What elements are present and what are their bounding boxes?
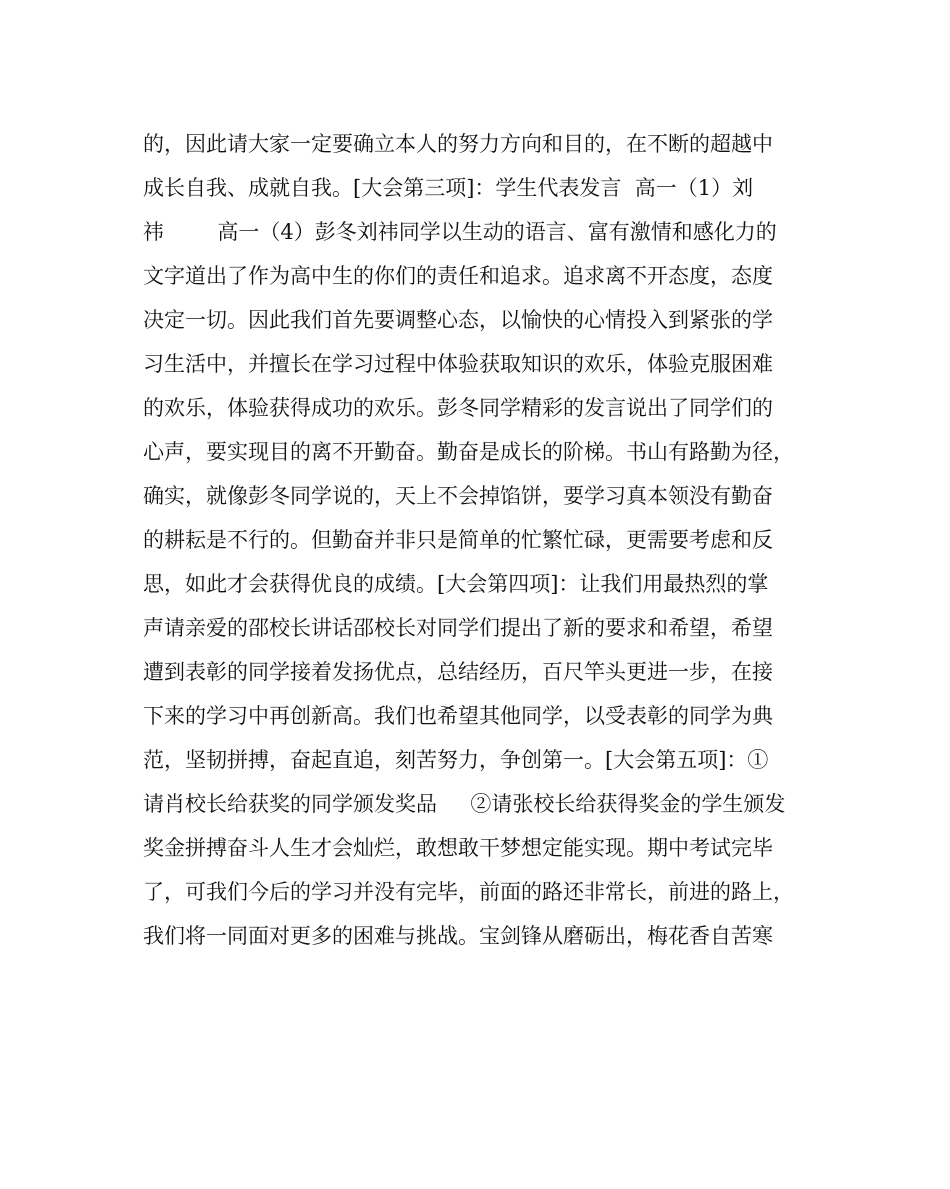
text-line: 成长自我、成就自我。[大会第三项]：学生代表发言 高一（1）刘 bbox=[143, 176, 754, 200]
text-line: 声请亲爱的邵校长讲话邵校长对同学们提出了新的要求和希望，希望 bbox=[143, 616, 773, 640]
text-line: 决定一切。因此我们首先要调整心态，以愉快的心情投入到紧张的学 bbox=[143, 308, 773, 332]
text-line: 心声，要实现目的离不开勤奋。勤奋是成长的阶梯。书山有路勤为径， bbox=[143, 440, 794, 464]
text-line: 文字道出了作为高中生的你们的责任和追求。追求离不开态度，态度 bbox=[143, 264, 773, 288]
text-line: 奖金拼搏奋斗人生才会灿烂，敢想敢干梦想定能实现。期中考试完毕 bbox=[143, 836, 773, 860]
text-line: 祎 高一（4）彭冬刘祎同学以生动的语言、富有激情和感化力的 bbox=[143, 220, 777, 244]
text-line: 确实，就像彭冬同学说的，天上不会掉馅饼，要学习真本领没有勤奋 bbox=[143, 484, 773, 508]
body-text bbox=[143, 124, 813, 960]
text-line: 思，如此才会获得优良的成绩。[大会第四项]：让我们用最热烈的掌 bbox=[143, 572, 769, 596]
text-line: 我们将一同面对更多的困难与挑战。宝剑锋从磨砺出，梅花香自苦寒 bbox=[143, 924, 773, 948]
text-line: 了，可我们今后的学习并没有完毕，前面的路还非常长，前进的路上， bbox=[143, 880, 794, 904]
text-line: 遭到表彰的同学接着发扬优点，总结经历，百尺竿头更进一步，在接 bbox=[143, 660, 773, 684]
text-line: 的耕耘是不行的。但勤奋并非只是简单的忙繁忙碌，更需要考虑和反 bbox=[143, 528, 773, 552]
text-line: 请肖校长给获奖的同学颁发奖品 ②请张校长给获得奖金的学生颁发 bbox=[143, 792, 786, 816]
text-line: 习生活中，并擅长在学习过程中体验获取知识的欢乐，体验克服困难 bbox=[143, 352, 773, 376]
text-line: 的，因此请大家一定要确立本人的努力方向和目的，在不断的超越中 bbox=[143, 132, 773, 156]
text-line: 下来的学习中再创新高。我们也希望其他同学，以受表彰的同学为典 bbox=[143, 704, 773, 728]
text-line: 范，坚韧拼搏，奋起直追，刻苦努力，争创第一。[大会第五项]：① bbox=[143, 748, 769, 772]
text-line: 的欢乐，体验获得成功的欢乐。彭冬同学精彩的发言说出了同学们的 bbox=[143, 396, 773, 420]
